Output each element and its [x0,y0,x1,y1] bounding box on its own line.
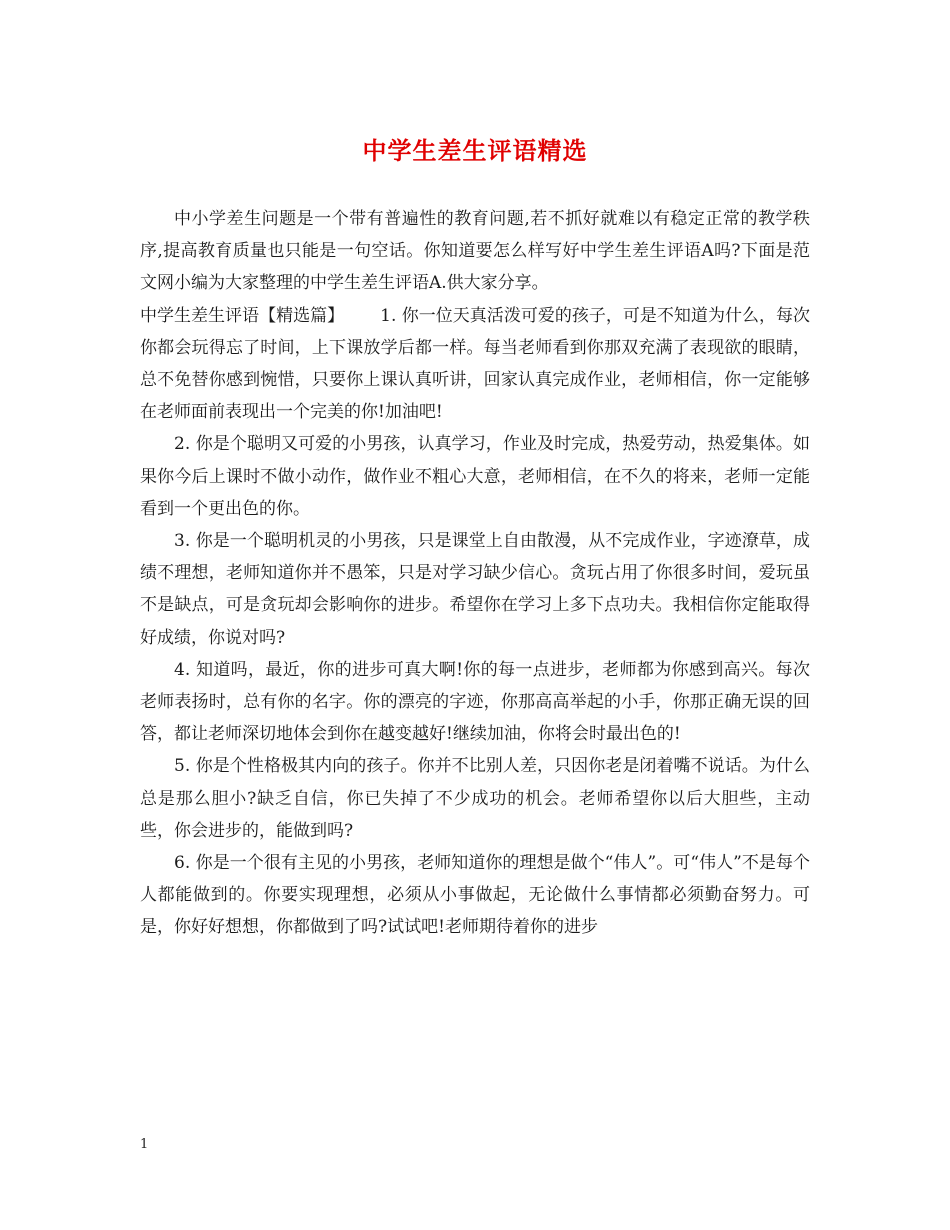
comment-item-5: 5. 你是个性格极其内向的孩子。你并不比别人差，只因你老是闭着嘴不说话。为什么总是那么胆小?缺乏自信，你已失掉了不少成功的机会。老师希望你以后大胆些，主动些，你会进步的，能做到吗? [140,756,810,841]
document-body [140,203,810,944]
comment-item-3: 3. 你是一个聪明机灵的小男孩，只是课堂上自由散漫，从不完成作业，字迹潦草，成绩不理想，老师知道你并不愚笨，只是对学习缺少信心。贪玩占用了你很多时间，爱玩虽不是缺点，可是贪玩却会影响你的进步。希望你在学习上多下点功夫。我相信你定能取得好成绩，你说对吗? [140,531,810,648]
comment-item-2: 2. 你是个聪明又可爱的小男孩，认真学习，作业及时完成，热爱劳动，热爱集体。如果你今后上课时不做小动作，做作业不粗心大意，老师相信，在不久的将来，老师一定能看到一个更出色的你。 [140,434,810,519]
intro-paragraph: 中小学差生问题是一个带有普遍性的教育问题,若不抓好就难以有稳定正常的教学秩序,提高教育质量也只能是一句空话。你知道要怎么样写好中学生差生评语A吗?下面是范文网小编为大家整理的中学生差生评语A.供大家分享。 [140,209,810,294]
document-title: 中学生差生评语精选 [362,136,588,165]
comment-item-6: 6. 你是一个很有主见的小男孩，老师知道你的理想是做个“伟人”。可“伟人”不是每个人都能做到的。你要实现理想，必须从小事做起，无论做什么事情都必须勤奋努力。可是，你好好想想，你都做到了吗?试试吧!老师期待着你的进步 [140,853,810,938]
comment-item-1: 1. 你一位天真活泼可爱的孩子，可是不知道为什么，每次你都会玩得忘了时间，上下课放学后都一样。每当老师看到你那双充满了表现欲的眼睛，总不免替你感到惋惜，只要你上课认真听讲，回家认真完成作业，老师相信，你一定能够在老师面前表现出一个完美的你!加油吧! [140,305,810,423]
section-paragraph [140,300,810,429]
comment-item-4: 4. 知道吗，最近，你的进步可真大啊!你的每一点进步，老师都为你感到高兴。每次老师表扬时，总有你的名字。你的漂亮的字迹，你那高高举起的小手，你那正确无误的回答，都让老师深切地体会到你在越变越好!继续加油，你将会时最出色的! [140,659,810,745]
section-heading: 中学生差生评语【精选篇】 [140,305,345,326]
page-number: 1 [140,1137,149,1152]
